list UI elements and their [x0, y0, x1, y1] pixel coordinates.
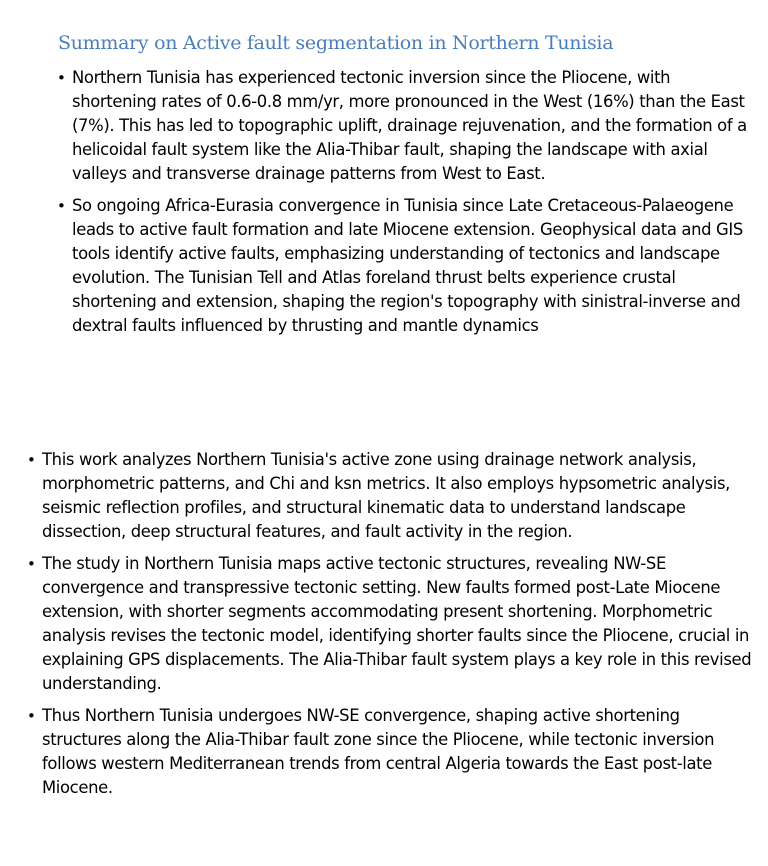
- lower-bullet-list: [26, 448, 756, 808]
- bullet-item: [56, 194, 756, 338]
- bullet-text: This work analyzes Northern Tunisia's active zone using drainage network analysis, morphometric patterns, and Chi and ksn metrics. It also employs hypsometric analysis, seismic reflection profiles, and structural kinematic data to understand landscape dissection, deep structural features, and fault activity in the region.: [42, 450, 730, 541]
- bullet-item: [26, 704, 756, 800]
- bullet-text: The study in Northern Tunisia maps active tectonic structures, revealing NW-SE convergence and transpressive tectonic setting. New faults formed post-Late Miocene extension, with shorter segments accommodating present shortening. Morphometric analysis revises the tectonic model, identifying shorter faults since the Pliocene, crucial in explaining GPS displacements. The Alia-Thibar fault system plays a key role in this revised understanding.: [42, 554, 752, 693]
- bullet-dot-icon: •: [27, 555, 36, 573]
- bullet-item: [26, 448, 756, 544]
- bullet-item: [26, 552, 756, 696]
- bullet-text: Northern Tunisia has experienced tectonic inversion since the Pliocene, with shortening rates of 0.6-0.8 mm/yr, more pronounced in the West (16%) than the East (7%). This has led to topographic uplift, drainage rejuvenation, and the formation of a helicoidal fault system like the Alia-Thibar fault, shaping the landscape with axial valleys and transverse drainage patterns from West to East.: [72, 68, 747, 183]
- slide-title: Summary on Active fault segmentation in Northern Tunisia: [58, 32, 614, 54]
- bullet-dot-icon: •: [27, 707, 36, 725]
- bullet-dot-icon: •: [57, 197, 66, 215]
- bullet-dot-icon: •: [57, 69, 66, 87]
- bullet-dot-icon: •: [27, 451, 36, 469]
- bullet-item: [56, 66, 756, 186]
- bullet-text: Thus Northern Tunisia undergoes NW-SE convergence, shaping active shortening structures along the Alia-Thibar fault zone since the Pliocene, while tectonic inversion follows western Mediterranean trends from central Algeria towards the East post-late Miocene.: [42, 706, 715, 797]
- bullet-text: So ongoing Africa-Eurasia convergence in Tunisia since Late Cretaceous-Palaeogene leads to active fault formation and late Miocene extension. Geophysical data and GIS tools identify active faults, emphasizing understanding of tectonics and landscape evolution. The Tunisian Tell and Atlas foreland thrust belts experience crustal shortening and extension, shaping the region's topography with sinistral-inverse and dextral faults influenced by thrusting and mantle dynamics: [72, 196, 743, 335]
- upper-bullet-list: [56, 66, 756, 346]
